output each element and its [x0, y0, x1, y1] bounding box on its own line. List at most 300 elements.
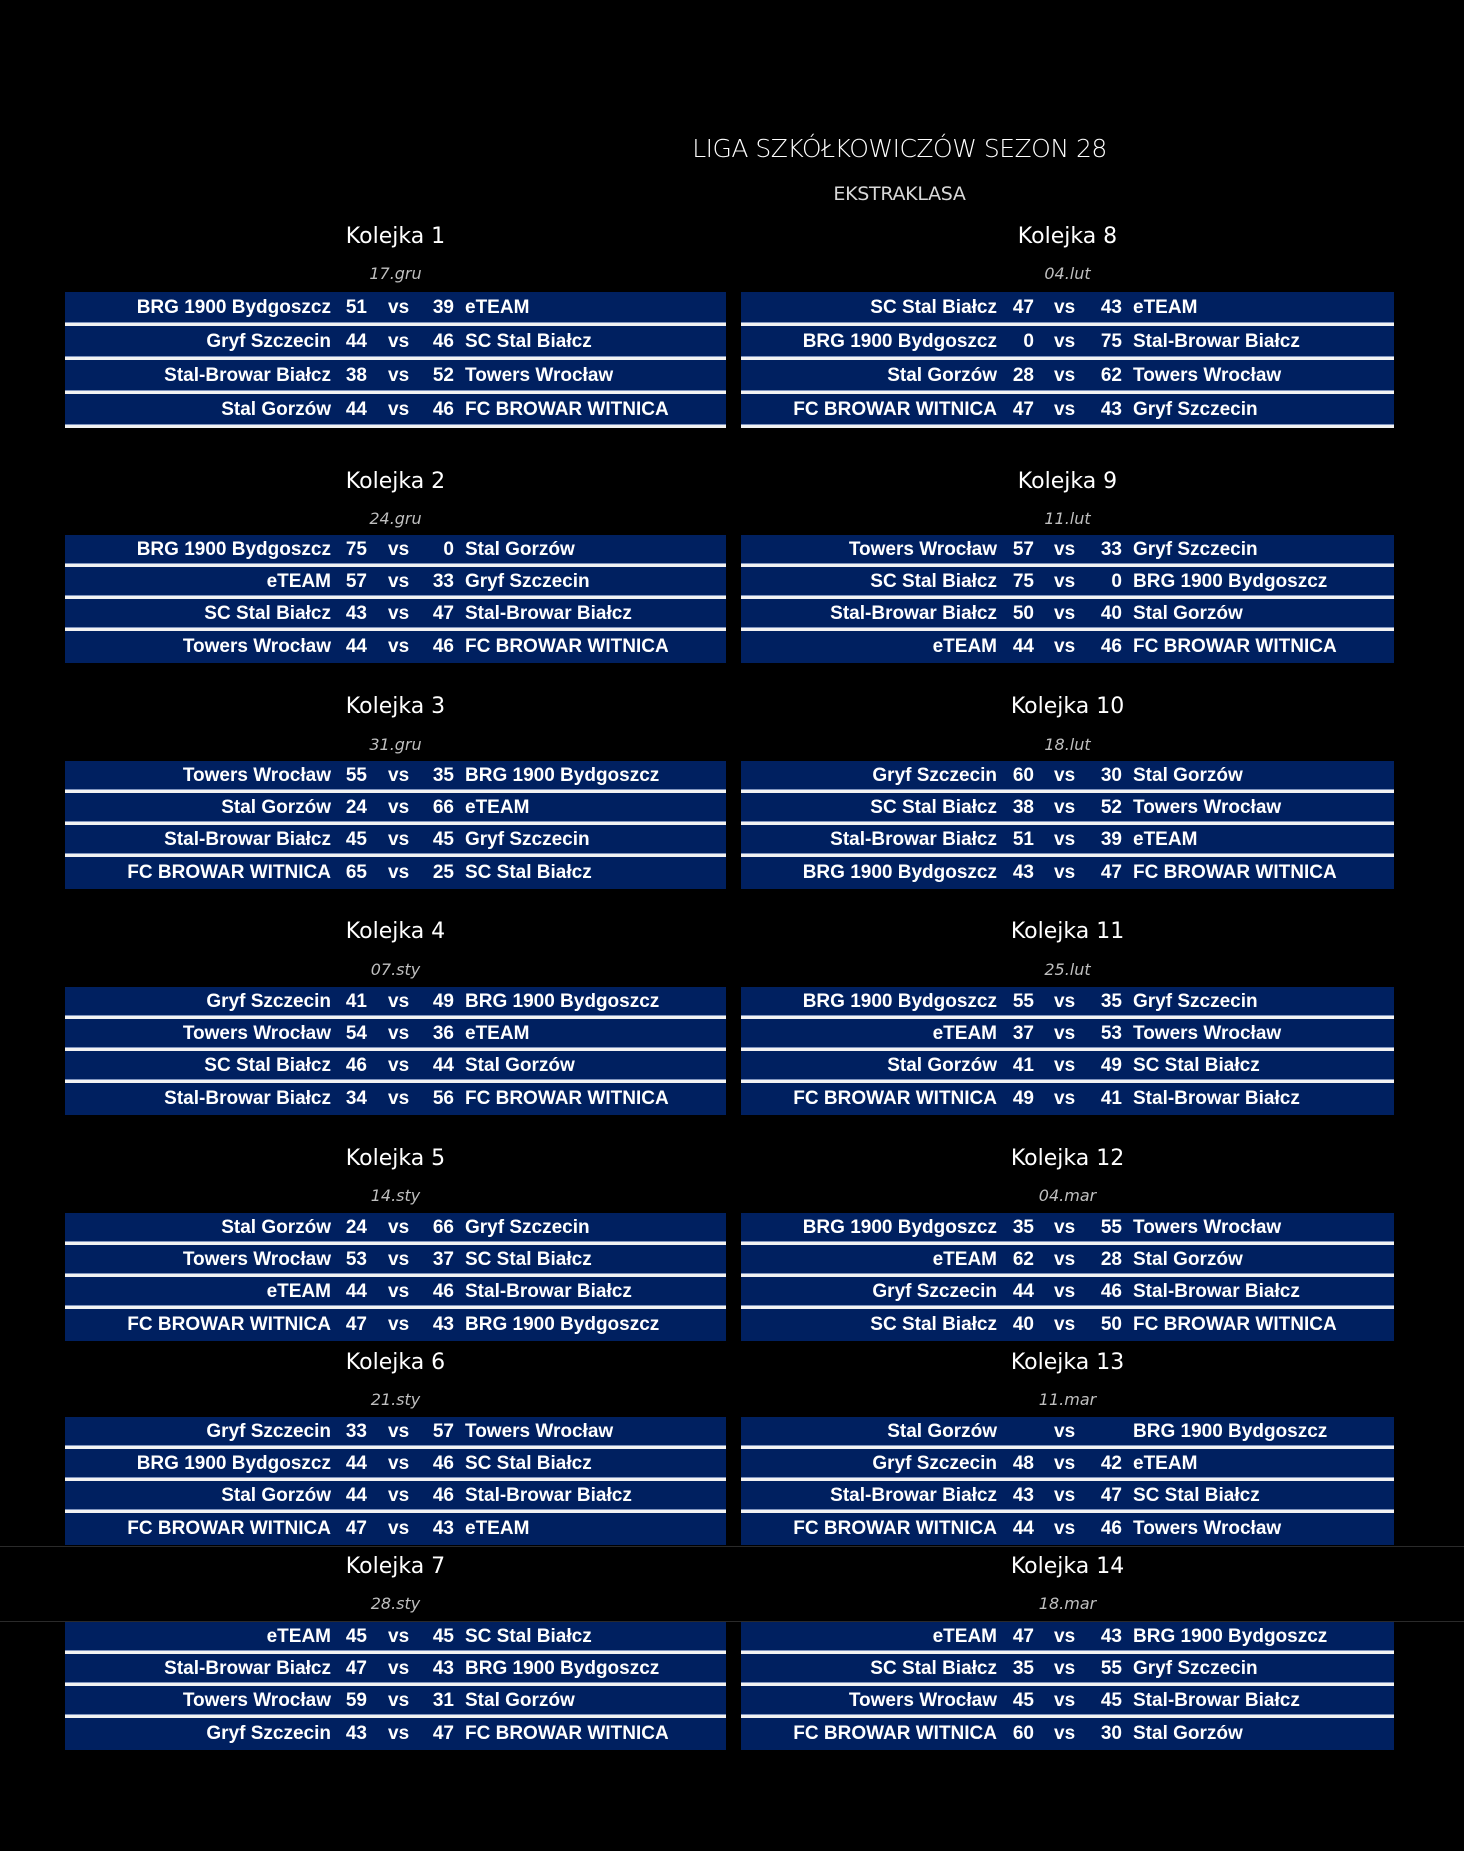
- home-score: 57: [345, 571, 367, 592]
- home-team: FC BROWAR WITNICA: [127, 1314, 331, 1335]
- match-row: [741, 535, 1394, 567]
- home-score: 53: [345, 1249, 367, 1270]
- vs-label: vs: [1054, 991, 1076, 1012]
- away-score: 31: [432, 1690, 454, 1711]
- match-row: [65, 1083, 726, 1115]
- vs-label: vs: [388, 765, 410, 786]
- home-score: 44: [345, 636, 367, 657]
- vs-label: vs: [388, 1249, 410, 1270]
- match-row: [65, 1622, 726, 1654]
- away-team: FC BROWAR WITNICA: [465, 1088, 669, 1109]
- vs-label: vs: [1054, 1023, 1076, 1044]
- match-table: [741, 761, 1394, 889]
- round-date: 17.gru: [369, 264, 422, 283]
- vs-label: vs: [1054, 1281, 1076, 1302]
- home-team: Towers Wrocław: [182, 1249, 331, 1270]
- match-table: [741, 292, 1394, 428]
- round-title: Kolejka 8: [1017, 224, 1118, 249]
- away-score: 46: [432, 1453, 454, 1474]
- away-score: 66: [432, 797, 454, 818]
- home-score: 47: [1012, 399, 1034, 420]
- league-subtitle: EKSTRAKLASA: [833, 183, 966, 205]
- home-score: 41: [345, 991, 367, 1012]
- away-team: Gryf Szczecin: [1133, 1658, 1258, 1679]
- away-score: 0: [443, 539, 454, 560]
- home-team: eTEAM: [266, 1281, 331, 1302]
- away-team: Stal-Browar Białcz: [1133, 331, 1300, 352]
- vs-label: vs: [388, 331, 410, 352]
- away-score: 45: [432, 1626, 454, 1647]
- match-row: [741, 1019, 1394, 1051]
- home-score: 24: [345, 1217, 367, 1238]
- away-score: 47: [432, 603, 454, 624]
- vs-label: vs: [1054, 1217, 1076, 1238]
- away-team: Stal-Browar Białcz: [465, 1281, 632, 1302]
- away-score: 75: [1100, 331, 1122, 352]
- home-score: 59: [345, 1690, 367, 1711]
- away-team: FC BROWAR WITNICA: [1133, 636, 1337, 657]
- vs-label: vs: [388, 571, 410, 592]
- away-score: 46: [432, 636, 454, 657]
- home-score: 44: [345, 1485, 367, 1506]
- home-team: Stal-Browar Białcz: [164, 829, 331, 850]
- vs-label: vs: [1054, 539, 1076, 560]
- match-row: [65, 1245, 726, 1277]
- match-row: [741, 1718, 1394, 1750]
- home-team: Stal Gorzów: [221, 797, 331, 818]
- home-score: 62: [1012, 1249, 1034, 1270]
- away-score: 46: [1100, 1281, 1122, 1302]
- home-team: BRG 1900 Bydgoszcz: [802, 331, 997, 352]
- home-team: BRG 1900 Bydgoszcz: [136, 539, 331, 560]
- round-date: 07.sty: [370, 960, 421, 979]
- page-title: LIGA SZKÓŁKOWICZÓW SEZON 28: [692, 134, 1107, 163]
- away-team: SC Stal Białcz: [465, 1249, 592, 1270]
- home-score: 47: [345, 1518, 367, 1539]
- match-table: [65, 1213, 726, 1341]
- away-team: FC BROWAR WITNICA: [1133, 1314, 1337, 1335]
- away-team: Stal Gorzów: [1133, 603, 1243, 624]
- vs-label: vs: [1054, 862, 1076, 883]
- round-date: 04.mar: [1038, 1186, 1097, 1205]
- away-score: 47: [1100, 862, 1122, 883]
- match-table: [65, 761, 726, 889]
- home-team: Gryf Szczecin: [872, 765, 997, 786]
- home-score: 55: [1012, 991, 1034, 1012]
- round-date: 18.mar: [1038, 1594, 1097, 1613]
- away-score: 47: [1100, 1485, 1122, 1506]
- away-score: 55: [1100, 1658, 1122, 1679]
- home-score: 46: [345, 1055, 367, 1076]
- away-score: 49: [1100, 1055, 1122, 1076]
- home-team: Stal-Browar Białcz: [164, 1088, 331, 1109]
- vs-label: vs: [1054, 1518, 1076, 1539]
- home-score: 57: [1012, 539, 1034, 560]
- home-team: BRG 1900 Bydgoszcz: [802, 991, 997, 1012]
- away-team: FC BROWAR WITNICA: [465, 636, 669, 657]
- home-score: 44: [1012, 636, 1034, 657]
- round-date: 24.gru: [369, 509, 422, 528]
- home-team: Gryf Szczecin: [206, 331, 331, 352]
- away-team: Gryf Szczecin: [1133, 399, 1258, 420]
- home-team: Stal-Browar Białcz: [830, 829, 997, 850]
- away-team: eTEAM: [465, 1518, 530, 1539]
- away-score: 41: [1100, 1088, 1122, 1109]
- match-row: [65, 631, 726, 663]
- home-score: 34: [345, 1088, 367, 1109]
- match-row: [65, 793, 726, 825]
- away-score: 0: [1111, 571, 1122, 592]
- away-score: 25: [432, 862, 454, 883]
- away-team: SC Stal Białcz: [465, 1626, 592, 1647]
- vs-label: vs: [388, 862, 410, 883]
- away-score: 43: [432, 1314, 454, 1335]
- home-score: 35: [1012, 1217, 1034, 1238]
- away-team: BRG 1900 Bydgoszcz: [1133, 571, 1328, 592]
- home-score: 28: [1012, 365, 1034, 386]
- home-score: 60: [1012, 1723, 1034, 1744]
- home-team: Towers Wrocław: [182, 636, 331, 657]
- away-score: 43: [1100, 399, 1122, 420]
- vs-label: vs: [388, 399, 410, 420]
- vs-label: vs: [388, 1658, 410, 1679]
- away-team: Stal Gorzów: [1133, 1249, 1243, 1270]
- match-row: [65, 599, 726, 631]
- away-score: 46: [1100, 1518, 1122, 1539]
- home-team: Gryf Szczecin: [206, 1723, 331, 1744]
- home-team: eTEAM: [932, 1023, 997, 1044]
- away-score: 55: [1100, 1217, 1122, 1238]
- home-team: FC BROWAR WITNICA: [793, 399, 997, 420]
- match-row: [65, 1019, 726, 1051]
- home-team: SC Stal Białcz: [204, 603, 331, 624]
- away-score: 46: [432, 1485, 454, 1506]
- home-team: BRG 1900 Bydgoszcz: [802, 1217, 997, 1238]
- vs-label: vs: [1054, 603, 1076, 624]
- vs-label: vs: [1054, 765, 1076, 786]
- vs-label: vs: [1054, 331, 1076, 352]
- away-team: Stal Gorzów: [465, 1690, 575, 1711]
- home-score: 75: [1012, 571, 1034, 592]
- home-team: Stal Gorzów: [887, 365, 997, 386]
- home-score: 51: [1012, 829, 1034, 850]
- vs-label: vs: [1054, 1314, 1076, 1335]
- match-row: [65, 1309, 726, 1341]
- home-score: 50: [1012, 603, 1034, 624]
- home-score: 44: [345, 1453, 367, 1474]
- away-team: Stal-Browar Białcz: [1133, 1088, 1300, 1109]
- match-row: [741, 631, 1394, 663]
- away-team: Towers Wrocław: [1133, 797, 1282, 818]
- match-row: [741, 394, 1394, 428]
- away-score: 47: [432, 1723, 454, 1744]
- home-score: 43: [1012, 1485, 1034, 1506]
- round-title: Kolejka 4: [345, 919, 446, 944]
- home-score: 38: [1012, 797, 1034, 818]
- away-team: Stal-Browar Białcz: [1133, 1281, 1300, 1302]
- round-title: Kolejka 6: [345, 1350, 446, 1375]
- home-team: FC BROWAR WITNICA: [127, 1518, 331, 1539]
- vs-label: vs: [1054, 1055, 1076, 1076]
- page-break-line: [0, 1546, 1464, 1547]
- round-title: Kolejka 7: [345, 1554, 446, 1579]
- away-team: FC BROWAR WITNICA: [465, 1723, 669, 1744]
- away-score: 44: [432, 1055, 454, 1076]
- match-row: [741, 1213, 1394, 1245]
- home-score: 54: [345, 1023, 367, 1044]
- match-table: [741, 1213, 1394, 1341]
- match-row: [741, 1277, 1394, 1309]
- away-team: Gryf Szczecin: [465, 1217, 590, 1238]
- away-team: SC Stal Białcz: [1133, 1485, 1260, 1506]
- away-score: 45: [432, 829, 454, 850]
- vs-label: vs: [1054, 399, 1076, 420]
- home-score: 35: [1012, 1658, 1034, 1679]
- away-team: FC BROWAR WITNICA: [1133, 862, 1337, 883]
- away-score: 49: [432, 991, 454, 1012]
- match-row: [65, 1718, 726, 1750]
- away-score: 56: [432, 1088, 454, 1109]
- away-score: 30: [1100, 1723, 1122, 1744]
- vs-label: vs: [1054, 1723, 1076, 1744]
- round-title: Kolejka 13: [1010, 1350, 1125, 1375]
- away-team: SC Stal Białcz: [465, 862, 592, 883]
- home-team: eTEAM: [266, 1626, 331, 1647]
- match-row: [65, 326, 726, 360]
- match-row: [65, 857, 726, 889]
- home-score: 65: [345, 862, 367, 883]
- away-score: 43: [1100, 297, 1122, 318]
- away-team: Towers Wrocław: [1133, 1217, 1282, 1238]
- home-score: 60: [1012, 765, 1034, 786]
- home-score: 48: [1012, 1453, 1034, 1474]
- match-row: [741, 567, 1394, 599]
- home-team: FC BROWAR WITNICA: [793, 1723, 997, 1744]
- round-date: 25.lut: [1044, 960, 1091, 979]
- vs-label: vs: [388, 539, 410, 560]
- away-score: 39: [1100, 829, 1122, 850]
- match-table: [741, 987, 1394, 1115]
- vs-label: vs: [1054, 1658, 1076, 1679]
- away-score: 46: [432, 331, 454, 352]
- away-team: Gryf Szczecin: [465, 571, 590, 592]
- match-row: [741, 857, 1394, 889]
- away-score: 52: [1100, 797, 1122, 818]
- vs-label: vs: [388, 1055, 410, 1076]
- match-row: [741, 1051, 1394, 1083]
- match-table: [65, 535, 726, 663]
- match-row: [65, 1513, 726, 1545]
- vs-label: vs: [388, 1023, 410, 1044]
- home-team: Stal Gorzów: [887, 1421, 997, 1442]
- vs-label: vs: [388, 1485, 410, 1506]
- round-title: Kolejka 5: [345, 1146, 446, 1171]
- match-row: [741, 292, 1394, 326]
- home-team: Stal-Browar Białcz: [830, 1485, 997, 1506]
- match-row: [65, 1686, 726, 1718]
- home-score: 55: [345, 765, 367, 786]
- away-team: Stal-Browar Białcz: [1133, 1690, 1300, 1711]
- away-score: 52: [432, 365, 454, 386]
- away-score: 43: [1100, 1626, 1122, 1647]
- match-row: [741, 825, 1394, 857]
- vs-label: vs: [388, 636, 410, 657]
- match-table: [65, 292, 726, 428]
- match-row: [741, 360, 1394, 394]
- vs-label: vs: [388, 1723, 410, 1744]
- away-team: Towers Wrocław: [1133, 1023, 1282, 1044]
- vs-label: vs: [388, 829, 410, 850]
- away-team: eTEAM: [465, 1023, 530, 1044]
- match-table: [741, 1417, 1394, 1545]
- away-team: Stal-Browar Białcz: [465, 603, 632, 624]
- vs-label: vs: [1054, 1626, 1076, 1647]
- home-team: FC BROWAR WITNICA: [127, 862, 331, 883]
- match-row: [65, 394, 726, 428]
- round-date: 21.sty: [370, 1390, 421, 1409]
- round-date: 11.mar: [1038, 1390, 1097, 1409]
- match-row: [65, 292, 726, 326]
- home-score: 43: [345, 603, 367, 624]
- away-score: 46: [1100, 636, 1122, 657]
- round-title: Kolejka 3: [345, 694, 446, 719]
- match-row: [65, 1417, 726, 1449]
- away-team: SC Stal Białcz: [465, 1453, 592, 1474]
- home-team: SC Stal Białcz: [204, 1055, 331, 1076]
- home-score: 41: [1012, 1055, 1034, 1076]
- home-score: 44: [345, 331, 367, 352]
- vs-label: vs: [1054, 297, 1076, 318]
- vs-label: vs: [388, 1421, 410, 1442]
- away-team: Gryf Szczecin: [465, 829, 590, 850]
- match-row: [741, 1245, 1394, 1277]
- vs-label: vs: [1054, 1249, 1076, 1270]
- match-row: [741, 1083, 1394, 1115]
- home-score: 47: [345, 1658, 367, 1679]
- home-team: Gryf Szczecin: [872, 1453, 997, 1474]
- home-team: BRG 1900 Bydgoszcz: [136, 297, 331, 318]
- home-team: SC Stal Białcz: [870, 571, 997, 592]
- home-team: eTEAM: [932, 636, 997, 657]
- away-team: Towers Wrocław: [1133, 1518, 1282, 1539]
- vs-label: vs: [388, 1088, 410, 1109]
- round-date: 31.gru: [369, 735, 422, 754]
- home-score: 40: [1012, 1314, 1034, 1335]
- away-team: SC Stal Białcz: [465, 331, 592, 352]
- round-title: Kolejka 11: [1010, 919, 1125, 944]
- home-team: Stal Gorzów: [221, 1217, 331, 1238]
- match-row: [65, 360, 726, 394]
- vs-label: vs: [388, 1281, 410, 1302]
- vs-label: vs: [388, 1518, 410, 1539]
- vs-label: vs: [1054, 1421, 1076, 1442]
- home-team: Stal Gorzów: [887, 1055, 997, 1076]
- round-title: Kolejka 1: [345, 224, 446, 249]
- vs-label: vs: [388, 1453, 410, 1474]
- away-score: 28: [1100, 1249, 1122, 1270]
- home-score: 44: [1012, 1281, 1034, 1302]
- match-row: [65, 761, 726, 793]
- home-team: Stal Gorzów: [221, 399, 331, 420]
- home-score: 0: [1023, 331, 1034, 352]
- home-team: Gryf Szczecin: [872, 1281, 997, 1302]
- home-score: 37: [1012, 1023, 1034, 1044]
- match-row: [741, 987, 1394, 1019]
- match-row: [65, 535, 726, 567]
- away-team: BRG 1900 Bydgoszcz: [1133, 1421, 1328, 1442]
- match-row: [65, 1449, 726, 1481]
- away-score: 43: [432, 1658, 454, 1679]
- home-score: 43: [1012, 862, 1034, 883]
- home-score: 51: [345, 297, 367, 318]
- away-team: Towers Wrocław: [1133, 365, 1282, 386]
- away-team: BRG 1900 Bydgoszcz: [465, 991, 660, 1012]
- away-score: 46: [432, 399, 454, 420]
- home-team: eTEAM: [266, 571, 331, 592]
- home-team: Stal-Browar Białcz: [164, 365, 331, 386]
- home-score: 44: [345, 1281, 367, 1302]
- home-team: BRG 1900 Bydgoszcz: [136, 1453, 331, 1474]
- away-score: 42: [1100, 1453, 1122, 1474]
- vs-label: vs: [1054, 365, 1076, 386]
- match-row: [741, 599, 1394, 631]
- vs-label: vs: [388, 1690, 410, 1711]
- vs-label: vs: [388, 991, 410, 1012]
- away-score: 37: [432, 1249, 454, 1270]
- vs-label: vs: [388, 297, 410, 318]
- match-table: [741, 1622, 1394, 1750]
- home-team: SC Stal Białcz: [870, 1658, 997, 1679]
- away-score: 66: [432, 1217, 454, 1238]
- home-score: 45: [1012, 1690, 1034, 1711]
- match-table: [65, 1417, 726, 1545]
- match-row: [741, 1449, 1394, 1481]
- home-score: 33: [345, 1421, 367, 1442]
- vs-label: vs: [388, 1314, 410, 1335]
- home-team: SC Stal Białcz: [870, 1314, 997, 1335]
- away-team: eTEAM: [1133, 1453, 1198, 1474]
- away-team: BRG 1900 Bydgoszcz: [465, 1314, 660, 1335]
- away-score: 30: [1100, 765, 1122, 786]
- home-team: Stal-Browar Białcz: [830, 603, 997, 624]
- home-team: Stal-Browar Białcz: [164, 1658, 331, 1679]
- away-team: Towers Wrocław: [465, 365, 614, 386]
- home-team: Towers Wrocław: [182, 1023, 331, 1044]
- match-row: [741, 1309, 1394, 1341]
- home-team: Towers Wrocław: [182, 765, 331, 786]
- match-row: [65, 1277, 726, 1309]
- vs-label: vs: [1054, 571, 1076, 592]
- match-table: [65, 987, 726, 1115]
- away-team: Gryf Szczecin: [1133, 539, 1258, 560]
- home-score: 44: [1012, 1518, 1034, 1539]
- vs-label: vs: [1054, 829, 1076, 850]
- home-score: 38: [345, 365, 367, 386]
- away-score: 33: [1100, 539, 1122, 560]
- away-score: 45: [1100, 1690, 1122, 1711]
- away-score: 43: [432, 1518, 454, 1539]
- away-score: 50: [1100, 1314, 1122, 1335]
- away-team: BRG 1900 Bydgoszcz: [465, 765, 660, 786]
- away-score: 35: [432, 765, 454, 786]
- home-team: SC Stal Białcz: [870, 797, 997, 818]
- match-row: [65, 1481, 726, 1513]
- match-row: [65, 987, 726, 1019]
- match-row: [741, 1686, 1394, 1718]
- home-team: Gryf Szczecin: [206, 991, 331, 1012]
- vs-label: vs: [1054, 636, 1076, 657]
- vs-label: vs: [1054, 1453, 1076, 1474]
